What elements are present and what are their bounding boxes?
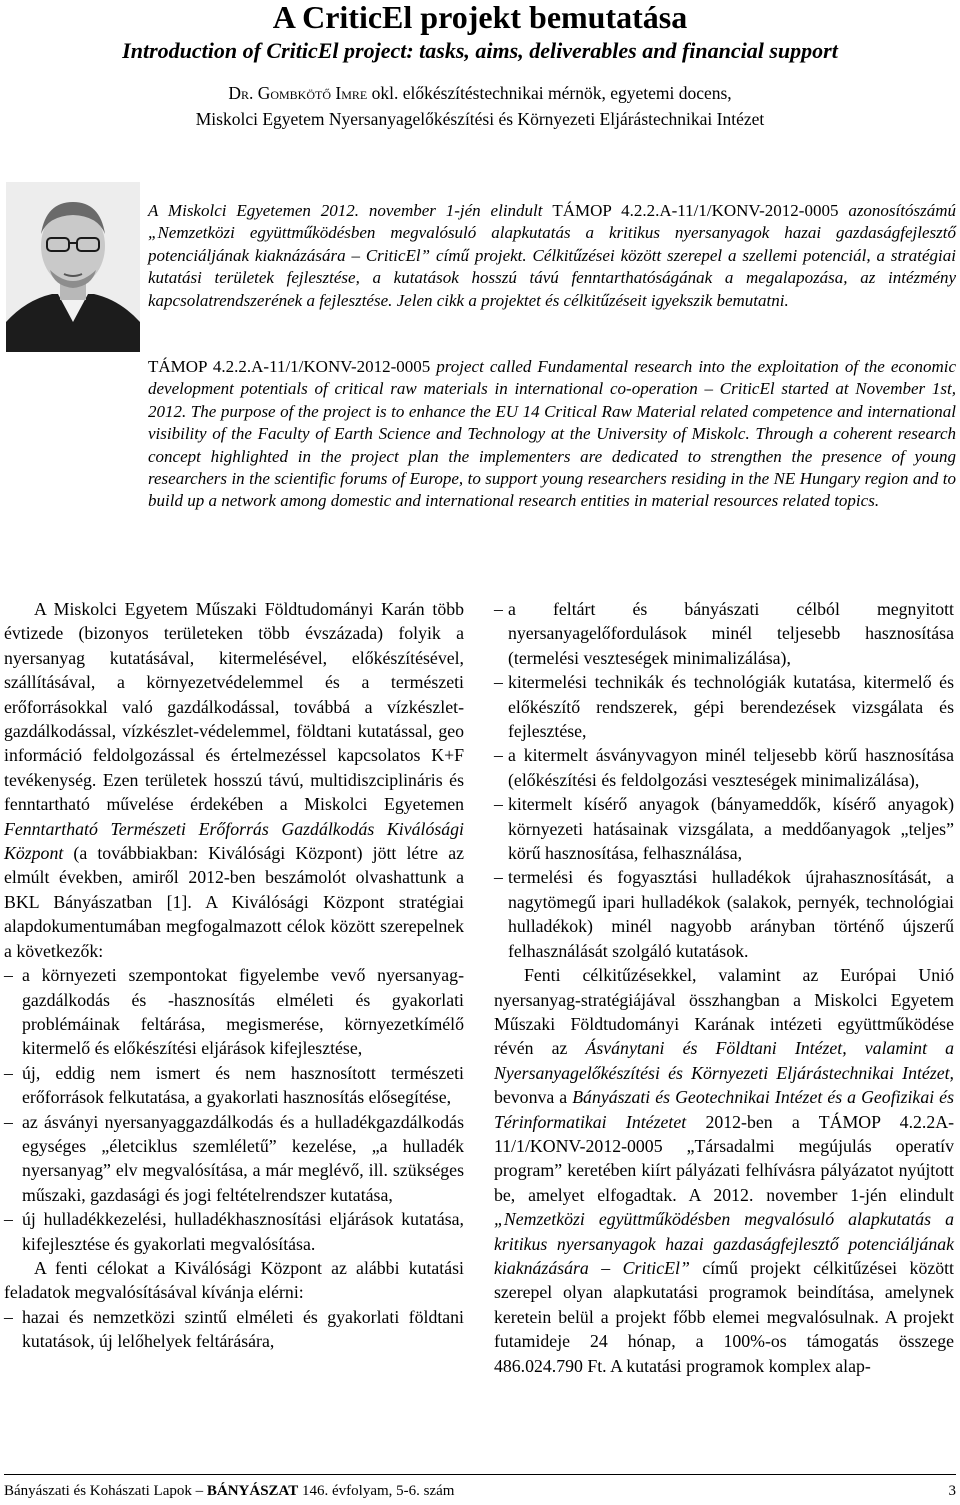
dash-bullet: – — [494, 672, 503, 693]
project-code-en: TÁMOP 4.2.2.A-11/1/KONV-2012-0005 — [148, 357, 431, 376]
paragraph-text: Fenti célkitűzésekkel, valamint az Európai Unió nyersanyag-stratégiájával összhangban a Miskolci Egyetem Műszaki Földtudományi Karának intézeti együttműködése révén az — [494, 965, 954, 1059]
author-line — [0, 80, 960, 106]
list-item-text: a feltárt és bányászati célból megnyitott nyersanyagelőfordulások minél teljesebb hasznosítása (termelési veszteségek minimalizálása), — [508, 599, 954, 668]
list-item — [4, 1061, 464, 1110]
journal-name: Bányászati és Kohászati Lapok – — [4, 1483, 207, 1499]
list-item — [494, 743, 954, 792]
list-item — [4, 1305, 464, 1354]
list-item — [4, 1110, 464, 1208]
paragraph-text: 2012-ben a TÁMOP 4.2.2A-11/1/KONV-2012-0005 „Társadalmi megújulás operatív program” keretében kiírt pályázati felhívásra pályázatot nyújtott be, amelyet elfogadtak. A 2012. november 1-jén elindult — [494, 1111, 954, 1205]
list-item-text: az ásványi nyersanyaggazdálkodás és a hulladékgazdálkodás egységes „életciklus szemléletű” kezelése, „a hulladék nyersanyag” elv megvalósítása, a már meglévő, ill. szükséges műszaki, gazdasági és jogi feltételrendszer kutatása, — [22, 1111, 464, 1205]
author-name: Dr. Gombkötő Imre — [228, 83, 368, 103]
author-portrait-image — [6, 182, 140, 352]
abstract-english — [148, 356, 956, 513]
journal-citation — [4, 1483, 454, 1499]
abstract-hungarian — [148, 200, 956, 312]
dash-bullet: – — [494, 794, 503, 815]
list-item-text: a kitermelt ásványvagyon minél teljesebb körű hasznosítása (előkészítési és feldolgozási veszteségek minimalizálása), — [508, 745, 954, 790]
project-name: „Nemzetközi együttműködésben megvalósuló alapkutatás a kritikus nyersanyagok hazai gazdaságfejlesztő potenciáljának kiaknázására – CriticEl” — [494, 1209, 954, 1278]
paragraph-text: (a továbbiakban: Kiválósági Központ) jött létre az elmúlt években, amiről 2012-ben beszámolót olvashattunk a BKL Bányászatban [1]. A Kiválósági Központ stratégiai alapdokumentumában megfogalmazott célok között szerepelnek a következők: — [4, 843, 464, 961]
paragraph-text: című projekt célkitűzései között szerepel olyan alapkutatási programok beindítása, amelynek keretein belül a projekt főbb elemei megvalósulnak. A projekt futamideje 24 hónap, a 100%-os támogatás összege 486.024.790 Ft. A kutatási programok komplex alap- — [494, 1257, 954, 1376]
list-item-text: a környezeti szempontokat figyelembe vevő nyersanyag-gazdálkodás és -hasznosítás elméleti és gyakorlati problémáinak feltárása, megismerése, környezetkímélő kitermelő és előkészítési eljárások kifejlesztése, — [22, 965, 464, 1059]
dash-bullet: – — [4, 1062, 13, 1083]
institute-names: Bányászati és Geotechnikai Intézet és a Geofizikai és Térinformatikai Intézetet — [494, 1087, 954, 1132]
list-item — [494, 865, 954, 963]
list-item-text: kitermelési technikák és technológiák kutatása, kitermelő és előkészítő rendszerek, gépi berendezések vizsgálata és fejlesztése, — [508, 672, 954, 742]
journal-issue: 146. évfolyam, 5-6. szám — [298, 1483, 455, 1499]
list-item-text: új, eddig nem ismert és nem hasznosított természeti erőforrások felkutatása, a gyakorlati hasznosítás elősegítése, — [22, 1062, 464, 1108]
paragraph — [494, 963, 954, 1378]
journal-section: BÁNYÁSZAT — [206, 1483, 299, 1499]
dash-bullet: – — [494, 867, 503, 888]
institute-names: Ásványtani és Földtani Intézet, valamint a Nyersanyagelőkészítési és Környezeti Eljárástechnikai Intézet, — [494, 1038, 955, 1083]
dash-bullet: – — [4, 965, 13, 986]
abstract-hu-text-b: azonosítószámú „Nemzetközi együttműködésben megvalósuló alapkutatás a kritikus nyersanyagok hazai gazdaságfejlesztő potenciáljának kiaknázására – CriticEl” című projekt. Célkitűzései között szerepel a szellemi potenciál, a stratégiai kutatási területek fejlesztése, a kutatások hosszú távú fenntarthatóságának a megalapozása, az intézmény kapcsolatrendszerének a fejlesztése. Jelen cikk a projektet és célkitűzéseit igyekszik bemutatni. — [148, 201, 956, 310]
list-item — [494, 670, 954, 743]
dash-bullet: – — [4, 1111, 13, 1132]
dash-bullet: – — [4, 1306, 13, 1327]
abstract-hu-text-a: A Miskolci Egyetemen 2012. november 1-jén elindult — [148, 201, 553, 220]
paragraph-text: A Miskolci Egyetem Műszaki Földtudományi Karán több évtizede (bizonyos területeken több évszázada) folyik a nyersanyag kutatásával, kitermelésével, előkészítésével, szállításával, a környezetvédelemmel és a természeti erőforrásokkal való gazdálkodással, továbbá a vízkészlet-gazdálkodással, vízkészlet-védelemmel, földtani kutatással, geo információ feldolgozással és értelmezéssel kapcsolatos K+F tevékenység. Ezen területek hosszú távú, multidiszciplináris és fenntartható művelése érdekében a Miskolci Egyetemen — [4, 599, 464, 815]
footer-rule — [4, 1474, 956, 1475]
body-column-left — [4, 597, 464, 1354]
article-subtitle: Introduction of CriticEl project: tasks, aims, deliverables and financial support — [122, 38, 838, 63]
dash-bullet: – — [4, 1209, 13, 1230]
paragraph: A fenti célokat a Kiválósági Központ az alábbi kutatási feladatok megvalósításával kívánja elérni: — [4, 1257, 464, 1303]
body-column-right — [494, 597, 954, 1378]
tasks-list-continued — [494, 597, 954, 963]
list-item — [4, 963, 464, 1061]
author-title: okl. előkészítéstechnikai mérnök, egyetemi docens, — [367, 83, 732, 103]
project-code: TÁMOP 4.2.2.A-11/1/KONV-2012-0005 — [552, 201, 839, 220]
paragraph — [4, 597, 464, 963]
abstract-en-text: project called Fundamental research into the exploitation of the economic development potentials of critical raw materials in international co-operation – CriticEl started at November 1st, 2012. The purpose of the project is to enhance the EU 14 Critical Raw Material related competence and international visibility of the Faculty of Earth Science and Technology at the University of Miskolc. Through a coherent research concept highlighted in the project plan the implementers are dedicated to strengthen the presence of young researchers in the scientific forums of Europe, to support young researchers residing in the NE Hungary region and to build up a network among domestic and international research entities in material resources related topics. — [148, 357, 957, 511]
author-affiliation: Miskolci Egyetem Nyersanyagelőkészítési és Környezeti Eljárástechnikai Intézet — [195, 109, 765, 129]
list-item — [4, 1207, 464, 1256]
list-item-text: hazai és nemzetközi szintű elméleti és gyakorlati földtani kutatások, új lelőhelyek feltárására, — [22, 1306, 464, 1352]
center-name: Fenntartható Természeti Erőforrás Gazdálkodás Kiválósági Központ — [4, 818, 464, 864]
paragraph-text: bevonva a — [494, 1087, 573, 1108]
list-item — [494, 597, 954, 670]
list-item-text: termelési és fogyasztási hulladékok újrahasznosítását, a nagytömegű ipari hulladékok (salakok, pernyék, technológiai hulladékok) minél nagyobb arányban történő újszerű felhasználását szolgáló kutatások. — [508, 867, 954, 961]
goals-list — [4, 963, 464, 1256]
author-block — [0, 80, 960, 132]
list-item-text: új hulladékkezelési, hulladékhasznosítási eljárások kutatása, kifejlesztése és gyakorlati megvalósítása. — [22, 1209, 464, 1254]
tasks-list — [4, 1305, 464, 1354]
list-item-text: kitermelt kísérő anyagok (bányameddők, kísérő anyagok) környezeti hatásainak vizsgálata, a meddőanyagok „teljes” körű hasznosítása, felhasználása, — [508, 794, 954, 864]
list-item — [494, 792, 954, 865]
article-title: A CriticEl projekt bemutatása — [272, 0, 688, 35]
dash-bullet: – — [494, 599, 503, 619]
author-photo — [6, 182, 140, 352]
page-number: 3 — [948, 1483, 956, 1499]
dash-bullet: – — [494, 745, 503, 766]
page-footer — [4, 1482, 956, 1500]
